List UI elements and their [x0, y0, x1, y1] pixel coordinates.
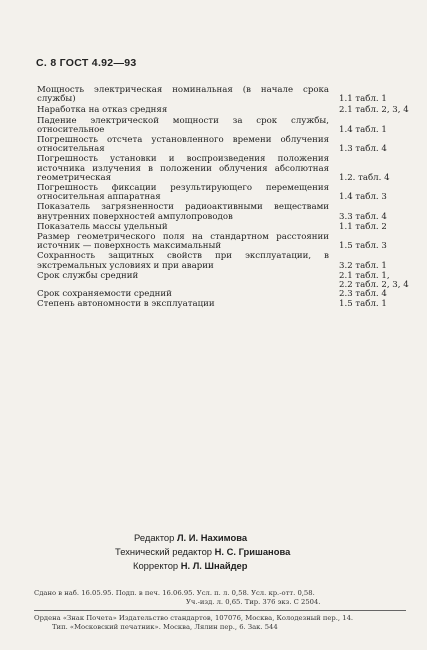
list-item: [37, 203, 413, 221]
imprint-line-2: Уч.-изд. л. 0,65. Тир. 376 экз. С 2504.: [186, 598, 321, 607]
item-text: Погрешность установки и воспроизведения положения источника излучения в положении облучения абсолютная геометрическая: [37, 154, 329, 183]
imprint-block: [34, 589, 406, 608]
list-item: [37, 290, 413, 299]
indicator-list: [37, 86, 413, 309]
publisher-line-1: Ордена «Знак Почета» Издательство стандартов, 107076, Москва, Колодезный пер., 14.: [34, 614, 354, 622]
editor-name: Л. И. Нахимова: [176, 532, 248, 543]
list-item: [37, 233, 413, 251]
item-ref: 2.1 табл. 1, 2.2 табл. 2, 3, 4: [339, 270, 409, 291]
credits-block: [0, 531, 427, 573]
list-item: [37, 86, 413, 104]
item-text: Срок службы средний: [37, 270, 139, 281]
item-text: Падение электрической мощности за срок службы, относительное: [37, 115, 329, 135]
list-item: [37, 300, 413, 309]
item-text: Срок сохраняемости средний: [37, 289, 172, 300]
item-ref: 1.5 табл. 1: [339, 299, 387, 310]
page-header: С. 8 ГОСТ 4.92—93: [36, 57, 137, 69]
item-text: Показатель загрязненности радиоактивными веществами внутренних поверхностей ампулопроводов: [37, 202, 329, 222]
tech-editor-name: Н. С. Гришанова: [214, 546, 291, 557]
item-ref: 1.2. табл. 4: [339, 172, 390, 183]
item-ref: 1.1 табл. 1: [339, 94, 387, 105]
item-text: Сохранность защитных свойств при эксплуатации, в экстремальных условиях и при аварии: [37, 251, 329, 271]
list-item: [37, 270, 413, 291]
item-ref: 2.1 табл. 2, 3, 4: [339, 105, 409, 116]
item-ref: 1.5 табл. 3: [339, 241, 387, 252]
item-text: Степень автономности в эксплуатации: [37, 299, 215, 310]
item-ref: 1.3 табл. 4: [339, 144, 387, 155]
list-item: [37, 252, 413, 270]
list-item: [37, 184, 413, 202]
list-item: [37, 155, 413, 183]
list-item: [37, 136, 413, 154]
list-item: [37, 106, 413, 115]
list-item: [37, 223, 413, 232]
item-text: Наработка на отказ средняя: [37, 105, 168, 116]
editor-line: Редактор Л. И. Нахимова: [134, 532, 248, 543]
item-text: Размер геометрического поля на стандартном расстоянии источник — поверхность максимальный: [37, 232, 329, 252]
item-text: Мощность электрическая номинальная (в начале срока службы): [37, 85, 329, 105]
proofreader-name: Н. Л. Шнайдер: [180, 560, 248, 571]
divider: [34, 610, 406, 611]
tech-editor-line: Технический редактор Н. С. Гришанова: [115, 546, 291, 557]
imprint-line-1: Сдано в наб. 16.05.95. Подп. в печ. 16.06.95. Усл. п. л. 0,58. Усл. кр.-отт. 0,58.: [34, 589, 315, 597]
publisher-block: [34, 614, 406, 633]
publisher-line-2: Тип. «Московский печатник». Москва, Лялин пер., 6. Зак. 544: [52, 623, 278, 632]
item-ref: 1.4 табл. 1: [339, 124, 387, 135]
item-text: Погрешность фиксации результирующего перемещения относительная аппаратная: [37, 183, 329, 203]
item-ref: 1.1 табл. 2: [339, 221, 387, 232]
item-text: Погрешность отсчета установленного времени облучения относительная: [37, 135, 329, 155]
item-ref: 3.2 табл. 1: [339, 260, 387, 271]
item-text: Показатель массы удельный: [37, 221, 168, 232]
item-ref: 1.4 табл. 3: [339, 192, 387, 203]
item-ref: 3.3 табл. 4: [339, 211, 387, 222]
item-ref: 2.3 табл. 4: [339, 289, 387, 300]
list-item: [37, 117, 413, 135]
proofreader-line: Корректор Н. Л. Шнайдер: [133, 560, 248, 571]
